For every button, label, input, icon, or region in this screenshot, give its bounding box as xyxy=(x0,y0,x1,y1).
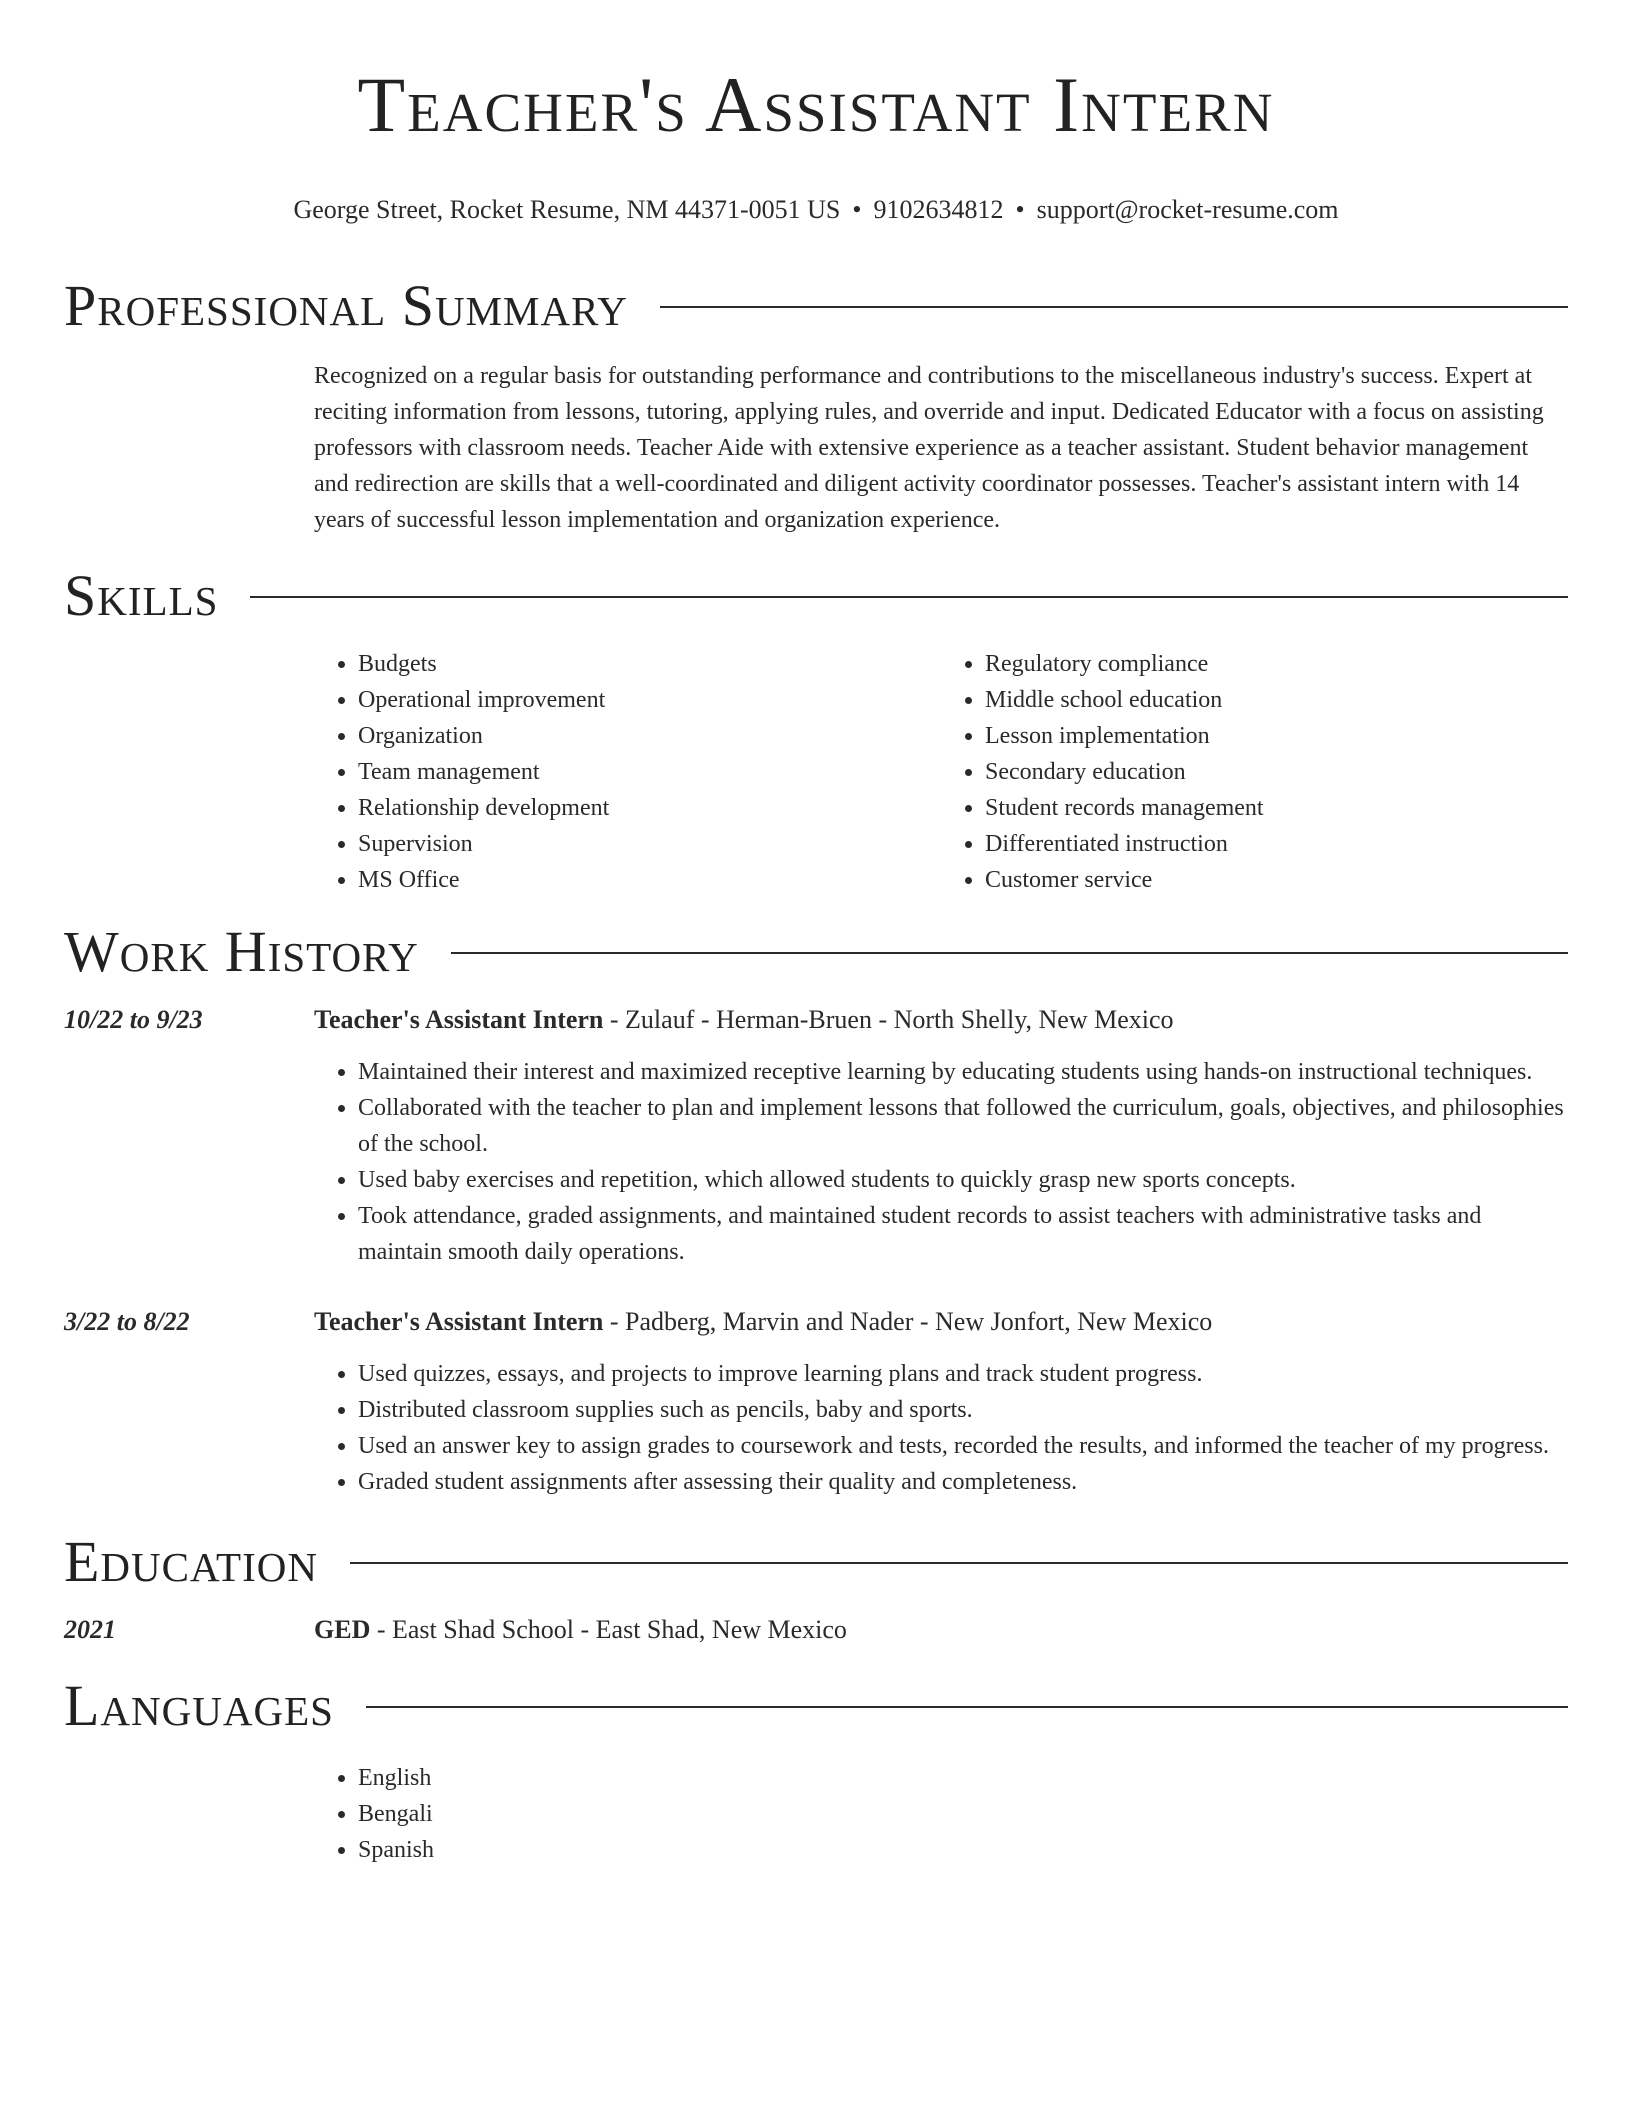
contact-separator: • xyxy=(1015,195,1025,224)
skill-item: • Differentiated instruction xyxy=(985,826,1568,862)
education-details: - East Shad School - East Shad, New Mexico xyxy=(370,1615,847,1644)
job-bullets-container xyxy=(314,1356,1568,1500)
section-divider xyxy=(350,1562,1568,1564)
skills-list-left xyxy=(314,646,941,898)
skill-item: • Operational improvement xyxy=(358,682,941,718)
section-divider xyxy=(366,1706,1568,1708)
section-divider xyxy=(250,596,1568,598)
job-bullets-container xyxy=(314,1054,1568,1270)
job-title: Teacher's Assistant Intern xyxy=(314,1307,604,1336)
skill-item: • Supervision xyxy=(358,826,941,862)
contact-separator: • xyxy=(852,195,862,224)
job-title: Teacher's Assistant Intern xyxy=(314,1005,604,1034)
job-bullet: • Took attendance, graded assignments, and maintained student records to assist teachers with administrative tasks and maintain smooth daily operations. xyxy=(358,1198,1568,1270)
job-details: - Zulauf - Herman-Bruen - North Shelly, New Mexico xyxy=(603,1005,1174,1034)
summary-text: Recognized on a regular basis for outstanding performance and contributions to the miscellaneous industry's success. Expert at reciting information from lessons, tutoring, applying rules, and override and input. Dedicated Educator with a focus on assisting professors with classroom needs. Teacher Aide with extensive experience as a teacher assistant. Student behavior management and redirection are skills that a well-coordinated and diligent activity coordinator possesses. Teacher's assistant intern with 14 years of successful lesson implementation and organization experience. xyxy=(314,363,1544,533)
skills-section-heading xyxy=(64,564,1568,628)
contact-line xyxy=(64,194,1568,226)
job-heading xyxy=(314,1002,1174,1038)
languages-container xyxy=(314,1760,1568,1868)
skill-item: • Organization xyxy=(358,718,941,754)
skills-grid xyxy=(314,646,1568,898)
job-bullet: • Maintained their interest and maximized receptive learning by educating students using hands-on instructional techniques. xyxy=(358,1054,1568,1090)
job-entry-header xyxy=(64,1304,1568,1340)
job-dates: 10/22 to 9/23 xyxy=(64,1005,203,1034)
summary-section-heading xyxy=(64,274,1568,338)
skill-item: • MS Office xyxy=(358,862,941,898)
languages-heading: Languages xyxy=(64,1673,334,1738)
job-bullet: • Distributed classroom supplies such as pencils, baby and sports. xyxy=(358,1392,1568,1428)
education-degree: GED xyxy=(314,1615,371,1644)
skill-item: • Customer service xyxy=(985,862,1568,898)
job-bullet: • Used an answer key to assign grades to coursework and tests, recorded the results, and informed the teacher of my progress. xyxy=(358,1428,1568,1464)
contact-phone: 9102634812 xyxy=(873,195,1004,224)
skills-list-right xyxy=(941,646,1568,898)
languages-section-heading xyxy=(64,1674,1568,1738)
section-divider xyxy=(660,306,1568,308)
job-details: - Padberg, Marvin and Nader - New Jonfort, New Mexico xyxy=(603,1307,1213,1336)
job-heading xyxy=(314,1304,1212,1340)
candidate-name: Teacher's Assistant Intern xyxy=(357,61,1275,148)
job-bullet: • Used quizzes, essays, and projects to improve learning plans and track student progress. xyxy=(358,1356,1568,1392)
skill-item: • Budgets xyxy=(358,646,941,682)
skills-heading: Skills xyxy=(64,563,219,628)
section-divider xyxy=(451,952,1568,954)
skill-item: • Team management xyxy=(358,754,941,790)
skill-item: • Regulatory compliance xyxy=(985,646,1568,682)
work-section-heading xyxy=(64,920,1568,984)
skill-item: • Middle school education xyxy=(985,682,1568,718)
language-item: • English xyxy=(358,1760,1568,1796)
job-bullet-list xyxy=(314,1054,1568,1270)
language-item: • Bengali xyxy=(358,1796,1568,1832)
skill-item: • Relationship development xyxy=(358,790,941,826)
contact-address: George Street, Rocket Resume, NM 44371-0051 US xyxy=(293,195,841,224)
education-year: 2021 xyxy=(64,1615,116,1644)
skill-item: • Secondary education xyxy=(985,754,1568,790)
education-section-heading xyxy=(64,1530,1568,1594)
education-heading-line xyxy=(314,1612,847,1648)
education-entry xyxy=(64,1612,1568,1648)
work-heading: Work History xyxy=(64,919,419,984)
job-bullet: • Used baby exercises and repetition, which allowed students to quickly grasp new sports concepts. xyxy=(358,1162,1568,1198)
skill-item: • Lesson implementation xyxy=(985,718,1568,754)
summary-heading: Professional Summary xyxy=(64,273,628,338)
language-item: • Spanish xyxy=(358,1832,1568,1868)
job-entry-header xyxy=(64,1002,1568,1038)
education-heading: Education xyxy=(64,1529,318,1594)
job-bullet-list xyxy=(314,1356,1568,1500)
job-dates: 3/22 to 8/22 xyxy=(64,1307,190,1336)
contact-email: support@rocket-resume.com xyxy=(1036,195,1339,224)
skill-item: • Student records management xyxy=(985,790,1568,826)
languages-list xyxy=(314,1760,1568,1868)
job-bullet: • Collaborated with the teacher to plan and implement lessons that followed the curriculum, goals, objectives, and philosophies of the school. xyxy=(358,1090,1568,1162)
job-bullet: • Graded student assignments after assessing their quality and completeness. xyxy=(358,1464,1568,1500)
